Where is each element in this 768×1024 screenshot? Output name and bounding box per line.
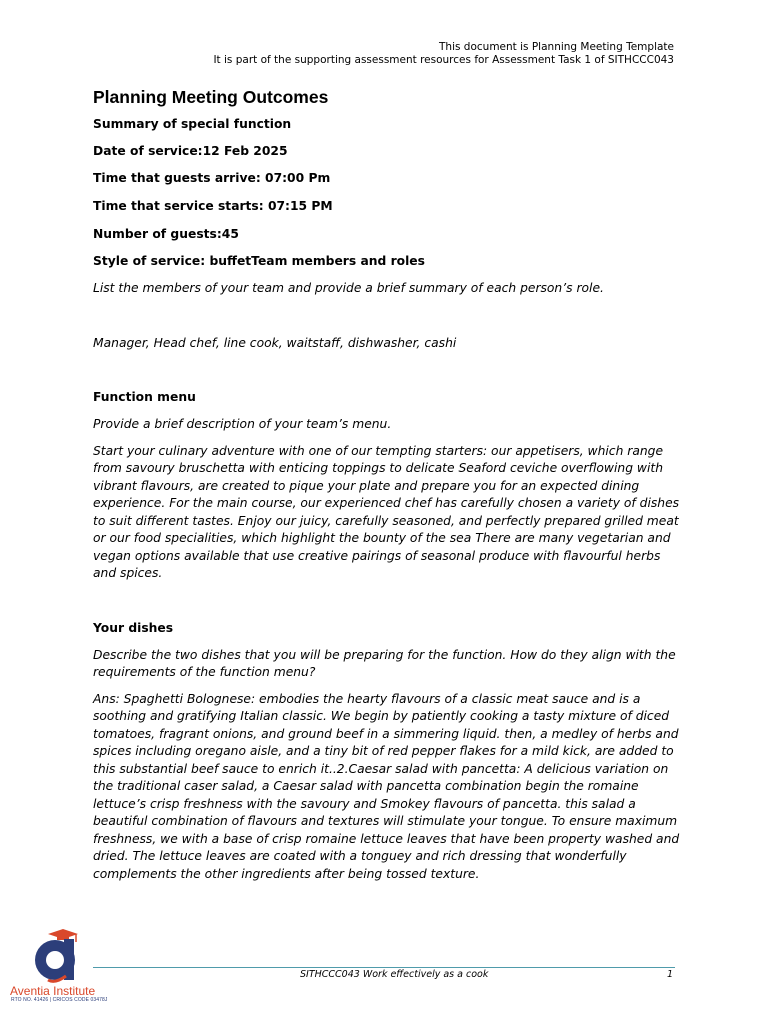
dishes-answer: Ans: Spaghetti Bolognese: embodies the hearty flavours of a classic meat sauce and is a soothing and gratifying Italian classic. We begin by patiently cooking a tasty mixture of diced tomatoes, fragrant onions, and ground beef in a simmering liquid. then, a medley of herbs and spices including oregano aisle, and a tiny bit of red pepper flakes for a mild kick, are added to this substantial beef sauce to enrich it..2.Caesar salad with pancetta: A delicious variation on the traditional caser salad, a Caesar salad with pancetta combination begin the romaine lettuce’s crisp freshness with the savoury and Smokey flavours of pancetta. this salad a beautiful combination of flavours and textures will stimulate your tongue. To ensure maximum freshness, we with a base of crisp romaine lettuce leaves that have been property washed and dried. The lettuce leaves are coated with a tonguey and rich dressing that wonderfully complements the other ingredients after being tossed texture. [93,691,680,881]
header-line-1: This document is Planning Meeting Template [439,41,674,53]
logo-name: Aventia Institute [10,984,96,998]
dishes-prompt: Describe the two dishes that you will be preparing for the function. How do they align with the requirements of the function menu? [93,647,676,679]
footer-title: SITHCCC043 Work effectively as a cook [300,969,489,980]
menu-prompt: Provide a brief description of your team’s menu. [93,417,392,431]
date-of-service: Date of service:12 Feb 2025 [93,144,288,158]
team-answer: Manager, Head chef, line cook, waitstaff, dishwasher, cashi [93,335,457,350]
dishes-heading: Your dishes [93,620,174,635]
footer-divider [93,967,675,968]
menu-heading: Function menu [93,390,196,404]
document-body [93,86,683,883]
team-prompt: List the members of your team and provide a brief summary of each person’s role. [93,281,604,295]
header-line-2: It is part of the supporting assessment resources for Assessment Task 1 of SITHCCC043 [213,54,674,66]
number-of-guests: Number of guests:45 [93,227,239,241]
page-number: 1 [667,969,674,980]
guests-arrive-time: Time that guests arrive: 07:00 Pm [93,171,331,185]
page-title: Planning Meeting Outcomes [93,87,329,107]
aventia-logo-icon [8,924,114,986]
menu-answer: Start your culinary adventure with one of our tempting starters: our appetisers, which range from savoury bruschetta with enticing toppings to delicate Seaford ceviche overflowing with vibrant flavours, are created to pique your plate and prepare you for an expected dining experience. For the main course, our experienced chef has carefully chosen a variety of dishes to suit different tastes. Enjoy our juicy, carefully seasoned, and perfectly prepared grilled meat or our food specialities, which highlight the bounty of the sea There are many vegetarian and vegan options available that use creative pairings of seasonal produce with flavourful herbs and spices. [93,443,680,580]
style-of-service: Style of service: buffetTeam members and roles [93,254,425,268]
summary-heading: Summary of special function [93,117,292,131]
service-start-time: Time that service starts: 07:15 PM [93,199,333,213]
logo-subtext: RTO NO. 41426 | CRICOS CODE 03478J [11,997,108,1003]
document-header [213,41,674,67]
